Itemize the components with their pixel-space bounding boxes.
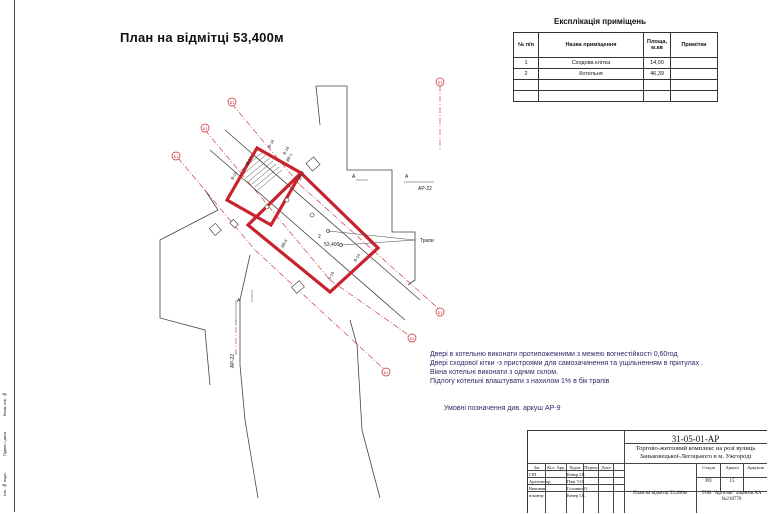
signer: Пааі Т.О. (567, 479, 585, 484)
wall-mark: В-15 (352, 252, 362, 263)
sheet-name: План на відмітці 53,400м (633, 491, 687, 496)
axis-label: Б1 (437, 310, 443, 315)
general-notes (430, 350, 703, 386)
stage-header: Аркуш (725, 465, 739, 470)
stage-value: 15 (729, 479, 735, 484)
signer: Головин О. (567, 486, 589, 491)
wall-mark: В-16 (266, 138, 276, 149)
boiler-walls (248, 173, 378, 292)
stage-value: РП (705, 479, 712, 484)
stamp-col: Арк. (556, 465, 566, 470)
section-label: А (405, 174, 409, 180)
cell: 46,39 (644, 69, 671, 80)
axis-line (300, 185, 440, 310)
fixture (310, 213, 314, 217)
firm-name: ТОВ "Арголан" ліцензія АА №218770 (701, 491, 762, 502)
fixture (306, 157, 320, 171)
door-code: ДВ-1 (284, 152, 294, 163)
fixture (285, 198, 289, 202)
cell: 2 (514, 69, 539, 80)
stamp-col: Дата (601, 465, 611, 470)
axis-label: Б1 (202, 126, 208, 131)
axis-label: Б1 (229, 100, 235, 105)
building-outline (160, 210, 218, 385)
cell: 14,00 (644, 58, 671, 69)
wall-mark: В-16 (281, 145, 291, 156)
col-header: Площа, м.кв (644, 33, 671, 58)
axis-label: Б1 (409, 336, 415, 341)
title-block (527, 430, 767, 513)
wall-mark: Б-16 (326, 270, 336, 281)
wall-mark: В-14 (244, 155, 254, 166)
axis-label: Б3 (437, 80, 443, 85)
side-label: Підпис і дата (2, 432, 7, 457)
col-header: № п/п (514, 33, 539, 58)
wall-mark: В-15 (229, 170, 239, 181)
side-label: Взам. інв. № (2, 392, 7, 417)
fixture (292, 281, 305, 294)
signer: Кевер І.Е. (567, 493, 586, 498)
fixture (265, 205, 269, 209)
axis-label: Б1 (173, 154, 179, 159)
explication-title: Експлікація приміщень (553, 17, 647, 26)
cell: Сходова клітка (539, 58, 644, 69)
axis-label: Б1 (383, 370, 389, 375)
room-level: 53,400 (324, 242, 340, 248)
stamp-col: Підпис (584, 465, 598, 470)
room-number: 2 (318, 234, 321, 240)
project-name: Торгово-житловий комплекс на розі вулиць Заньковецької-Легоцького в м. Ужгороді (635, 445, 756, 460)
facade-line (210, 150, 405, 320)
door-code: ДН-7 (296, 170, 306, 181)
role: ГІП (529, 472, 537, 477)
building-outline (240, 255, 258, 498)
stamp-col: №док (569, 465, 581, 470)
drawing-code: 31-05-01-АР (671, 434, 720, 444)
building-outline (316, 86, 320, 125)
role: н/контр (529, 493, 544, 498)
section-label: А (352, 174, 356, 180)
section-label: АР-22 (230, 354, 236, 368)
col-header: Назва приміщення (539, 33, 644, 58)
plan-title: План на відмітці 53,400м (120, 30, 284, 45)
note-line: Підлогу котельні влаштувати з нахилом 1% в бік трапів (430, 378, 610, 385)
cell: Котельня (539, 69, 644, 80)
fixture (209, 223, 221, 235)
drain-label: Трапи (420, 238, 434, 244)
legend-note: Умовні позначення див. аркуш АР-9 (444, 405, 561, 412)
door-code: ДВ-6 (279, 238, 289, 249)
note-line: Двері сходової кітки -з пристроями для самозачинення та ущільненням в притулах . (430, 360, 703, 367)
cell: 1 (514, 58, 539, 69)
section-label: АР-22 (418, 186, 432, 192)
signer: Кевер І.Е. (567, 472, 586, 477)
note-line: Двері в котельню виконати протипожежними з межею вогнестійкості 0,60год (430, 351, 678, 358)
side-label: Інв. № подл. (2, 472, 7, 496)
role: Виконав (529, 486, 546, 491)
note-line: Вікна котельні виконати з одним склом. (430, 369, 559, 376)
stage-header: Стадія (702, 465, 715, 470)
stamp-col: Кіл. (547, 465, 555, 470)
building-outline (350, 320, 380, 498)
fixture (230, 219, 238, 227)
stage-header: Аркушів (747, 465, 764, 470)
section-label: А (237, 298, 241, 304)
role: Архітектор (529, 479, 551, 484)
col-header: Примітки (671, 33, 718, 58)
stamp-col: Зм. (533, 465, 541, 470)
axis-line (330, 280, 410, 336)
